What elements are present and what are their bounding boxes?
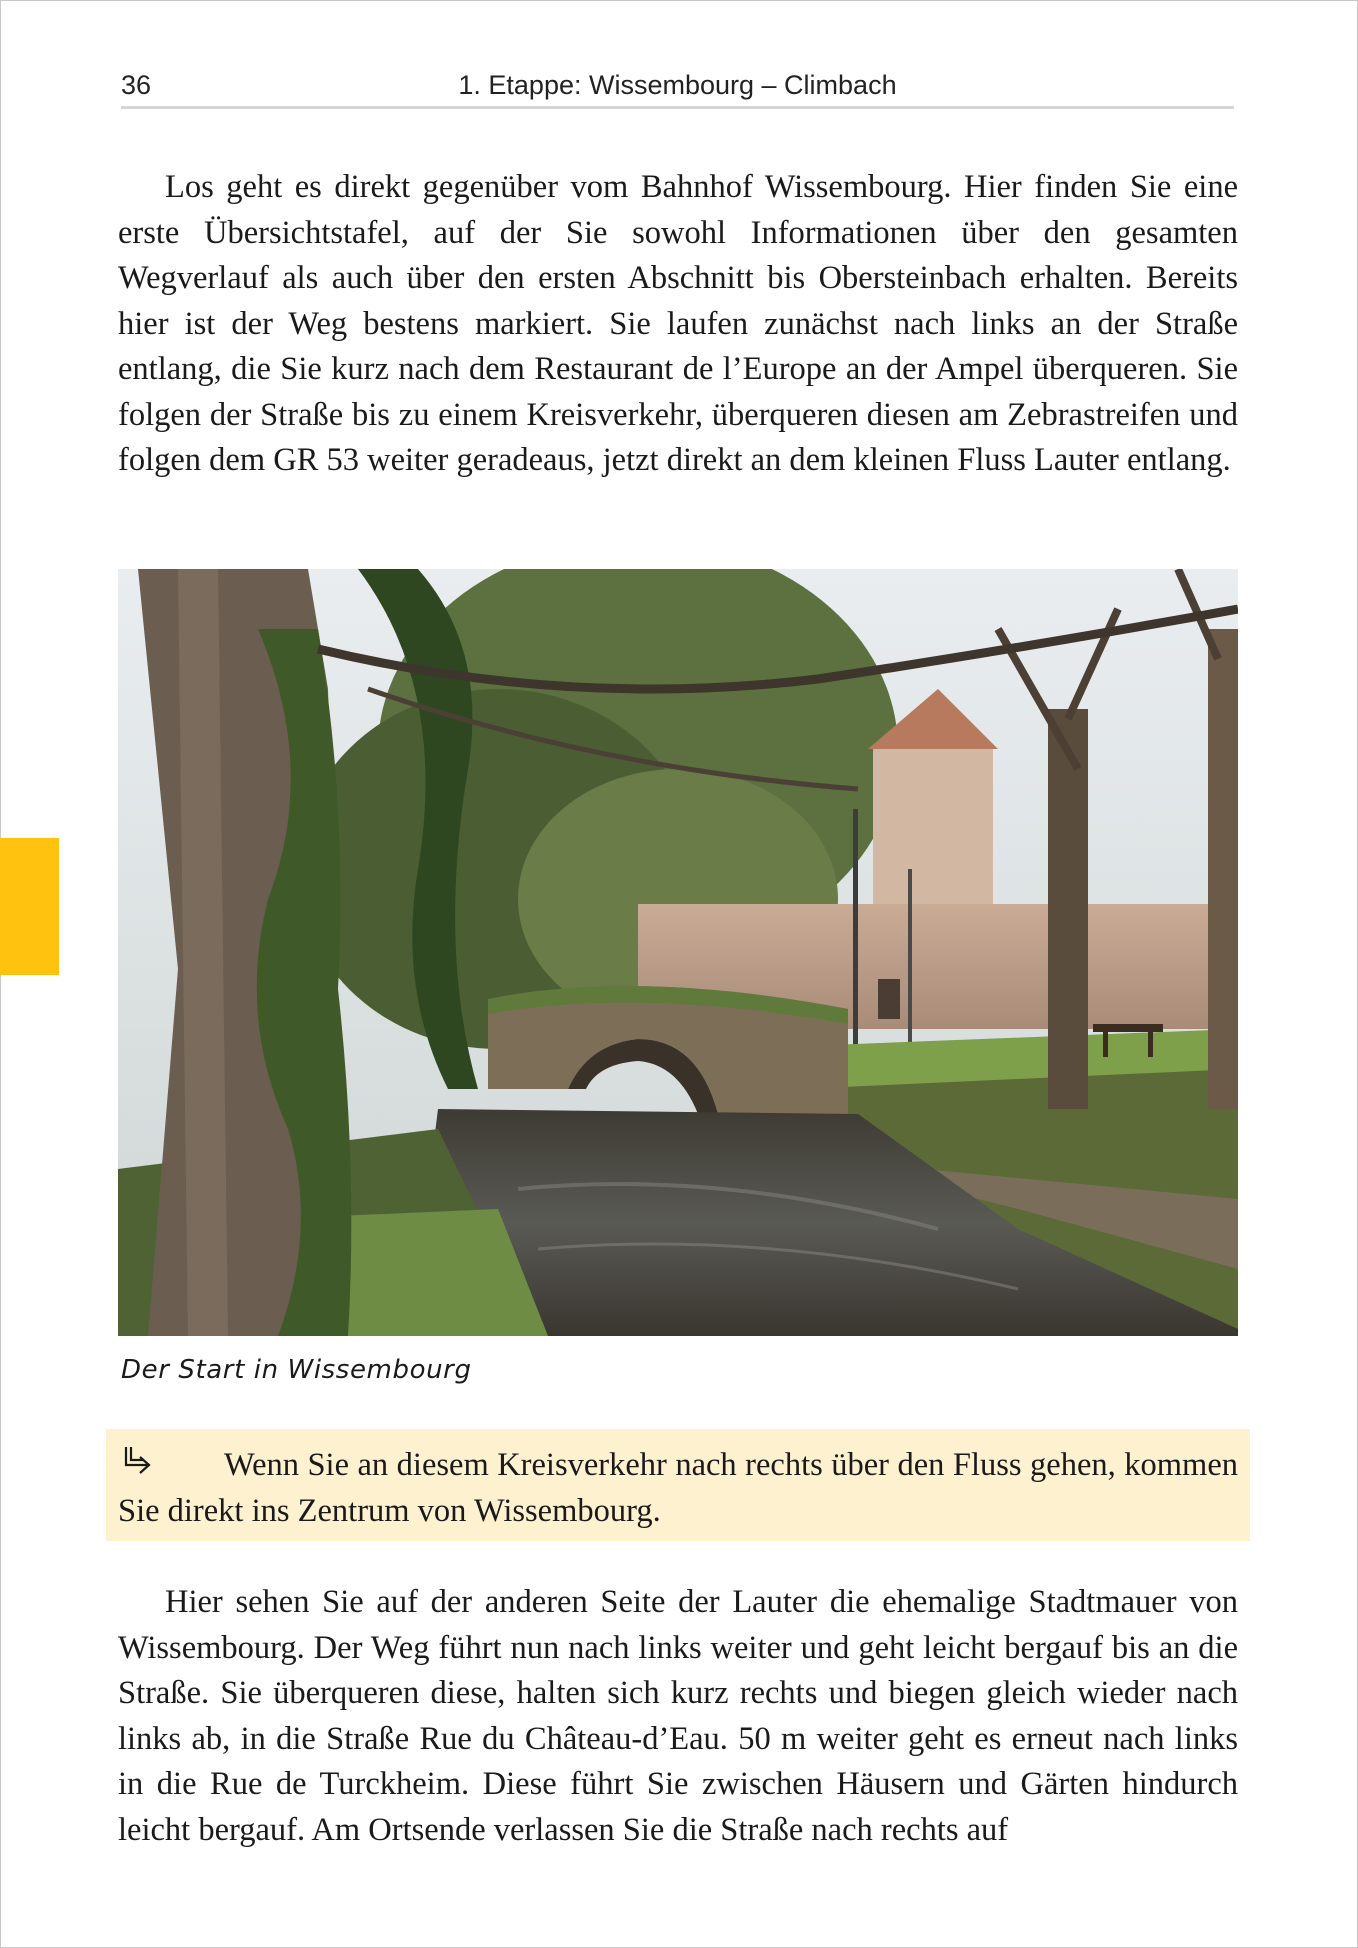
tip-text: Wenn Sie an diesem Kreisverkehr nach rechts über den Fluss gehen, kommen Sie direkt ins Zentrum von Wissembourg. [118, 1447, 1238, 1529]
photo-bridge-wissembourg [118, 569, 1238, 1336]
page-header [121, 66, 1234, 109]
body-paragraph-2: Hier sehen Sie auf der anderen Seite der Lauter die ehemalige Stadtmauer von Wissembourg. Der Weg führt nun nach links weiter und geht leicht bergauf bis an die Straße. Sie überqueren diese, halten sich kurz rechts und biegen gleich wieder nach links ab, in die Straße Rue du Château-d’Eau. 50 m weiter geht es erneut nach links in die Rue de Turckheim. Diese führt Sie zwischen Häusern und Gärten hindurch leicht bergauf. Am Ortsende verlassen Sie die Straße nach rechts auf [118, 1584, 1238, 1848]
photo-caption: Der Start in Wissembourg [121, 1355, 472, 1385]
tip-box [106, 1429, 1250, 1541]
body-paragraph-1: Los geht es direkt gegenüber vom Bahnhof Wissembourg. Hier finden Sie eine erste Übersichtstafel, auf der Sie sowohl Informationen über den gesamten Wegverlauf als auch über den ersten Abschnitt bis Obersteinbach erhalten. Bereits hier ist der Weg bestens markiert. Sie laufen zunächst nach links an der Straße entlang, die Sie kurz nach dem Restaurant de l’Europe an der Ampel überqueren. Sie folgen der Straße bis zu einem Kreisverkehr, überqueren diesen am Zebrastreifen und folgen dem GR 53 weiter geradeaus, jetzt direkt an dem kleinen Fluss Lauter entlang. [118, 169, 1238, 478]
chapter-tab [0, 838, 59, 975]
running-head: 1. Etappe: Wissembourg – Climbach [458, 70, 897, 100]
page-number: 36 [121, 70, 152, 100]
